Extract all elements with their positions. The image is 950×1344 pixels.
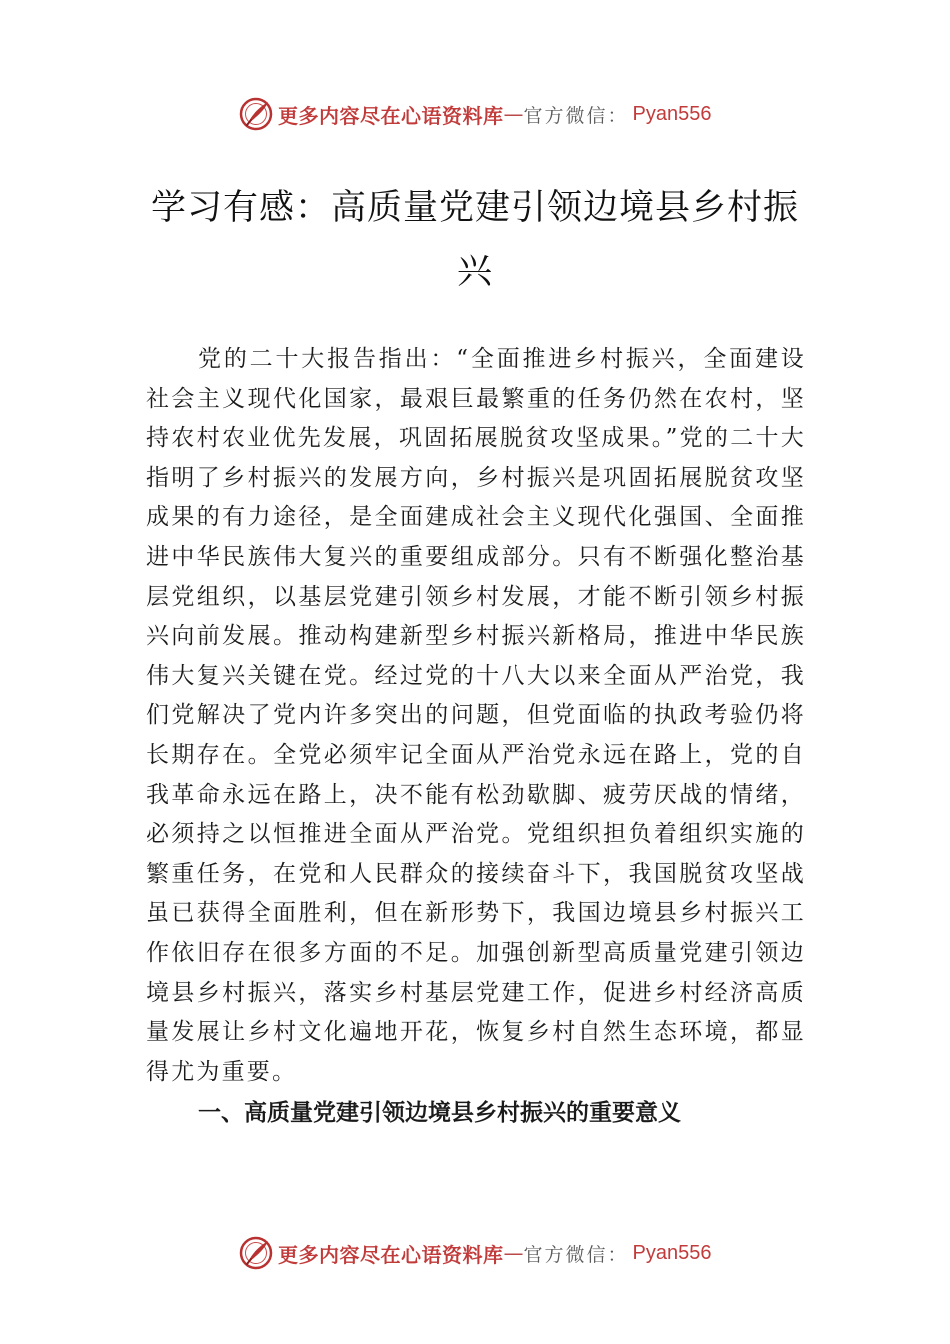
footer-banner — [238, 1233, 758, 1273]
banner-slogan: 更多内容尽在心语资料库 — [278, 1242, 504, 1267]
banner-wechat-id: Pyan556 — [632, 1241, 712, 1264]
banner-separator: — — [503, 1241, 524, 1265]
banner-wechat-label: 官方微信： — [523, 1243, 629, 1266]
quill-pen-seal-icon — [238, 1235, 274, 1271]
quill-pen-seal-icon — [238, 96, 274, 132]
banner-slogan: 更多内容尽在心语资料库 — [278, 103, 504, 128]
banner-wechat-id: Pyan556 — [632, 102, 712, 125]
banner-separator: — — [503, 102, 524, 126]
document-title: 学习有感：高质量党建引领边境县乡村振兴 — [150, 188, 799, 292]
banner-wechat-label: 官方微信： — [523, 104, 629, 127]
header-banner — [238, 94, 758, 134]
body-paragraph: 党的二十大报告指出：“全面推进乡村振兴，全面建设社会主义现代化国家，最艰巨最繁重的任务仍然在农村，坚持农村农业优先发展，巩固拓展脱贫攻坚成果。”党的二十大指明了乡村振兴的发展方向，乡村振兴是巩固拓展脱贫攻坚成果的有力途径，是全面建成社会主义现代化强国、全面推进中华民族伟大复兴的重要组成部分。只有不断强化整治基层党组织，以基层党建引领乡村发展，才能不断引领乡村振兴向前发展。推动构建新型乡村振兴新格局，推进中华民族伟大复兴关键在党。经过党的十八大以来全面从严治党，我们党解决了党内许多突出的问题，但党面临的执政考验仍将长期存在。全党必须牢记全面从严治党永远在路上，党的自我革命永远在路上，决不能有松劲歇脚、疲劳厌战的情绪，必须持之以恒推进全面从严治党。党组织担负着组织实施的繁重任务，在党和人民群众的接续奋斗下，我国脱贫攻坚战虽已获得全面胜利，但在新形势下，我国边境县乡村振兴工作依旧存在很多方面的不足。加强创新型高质量党建引领边境县乡村振兴，落实乡村基层党建工作，促进乡村经济高质量发展让乡村文化遍地开花，恢复乡村自然生态环境，都显得尤为重要。 — [146, 346, 806, 1085]
section-heading: 一、高质量党建引领边境县乡村振兴的重要意义 — [198, 1100, 681, 1126]
